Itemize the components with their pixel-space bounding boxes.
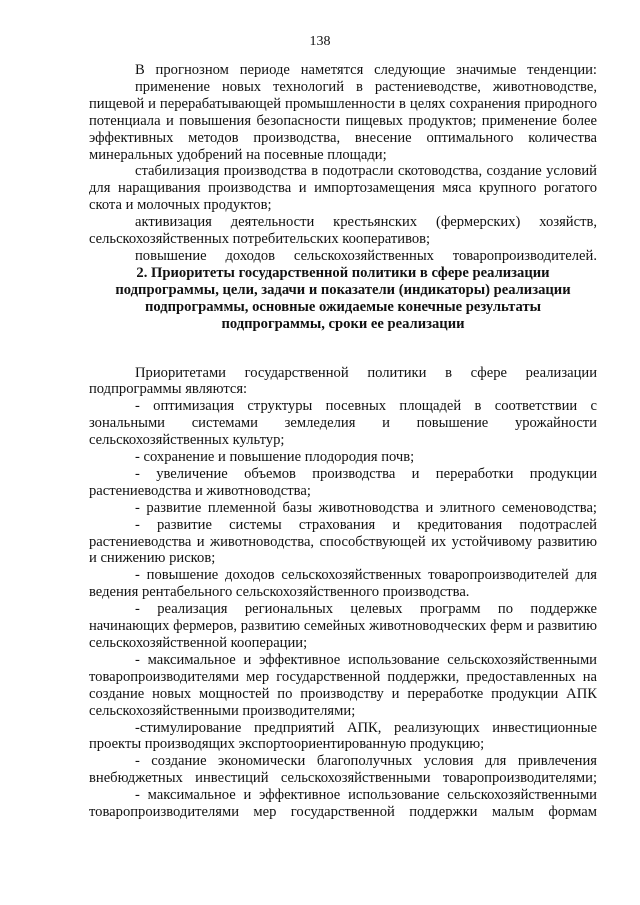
section-heading-line: 2. Приоритеты государственной политики в сфере реализации <box>136 264 550 281</box>
page-content <box>89 62 597 821</box>
paragraph: - создание экономически благополучных условия для привлечения внебюджетных инвестиций сельскохозяйственными товаропроизводителями; <box>89 753 597 787</box>
section-heading-line: подпрограммы, цели, задачи и показатели (индикаторы) реализации <box>115 281 571 298</box>
spacer <box>89 333 597 365</box>
paragraph: Приоритетами государственной политики в сфере реализации подпрограммы являются: <box>89 364 597 398</box>
paragraph: - сохранение и повышение плодородия почв; <box>135 449 415 466</box>
paragraph: В прогнозном периоде наметятся следующие значимые тенденции: <box>135 62 597 78</box>
paragraph: -стимулирование предприятий АПК, реализующих инвестиционные проекты производящих экспортоориентированную продукцию; <box>89 719 597 753</box>
paragraph: - оптимизация структуры посевных площадей в соответствии с зональными системами земледелия и повышение урожайности сельскохозяйственных культур; <box>89 398 597 449</box>
policy-priorities-section <box>89 365 597 821</box>
paragraph: стабилизация производства в подотрасли скотоводства, создание условий для наращивания производства и импортозамещения мяса крупного рогатого скота и молочных продуктов; <box>89 163 597 214</box>
section-heading <box>89 265 597 333</box>
paragraph: - развитие племенной базы животноводства и элитного семеноводства; <box>135 499 597 516</box>
paragraph: активизация деятельности крестьянских (фермерских) хозяйств, сельскохозяйственных потребительских кооперативов; <box>89 214 597 248</box>
section-heading-line: подпрограммы, основные ожидаемые конечные результаты <box>144 298 542 315</box>
paragraph: - максимальное и эффективное использование сельскохозяйственными товаропроизводителями мер государственной поддержки, предоставленных на создание новых мощностей по производству и переработке продукции АПК сельскохозяйственными производителями; <box>89 651 597 719</box>
paragraph: применение новых технологий в растениеводстве, животноводстве, пищевой и перерабатывающей промышленности в целях сохранения природного потенциала и повышения безопасности пищевых продуктов; применение более эффективных методов производства, внесение оптимального количества минеральных удобрений на посевные площади; <box>89 78 597 163</box>
paragraph: - максимальное и эффективное использование сельскохозяйственными товаропроизводителями мер государственной поддержки малым формам <box>89 787 597 821</box>
page-number: 138 <box>309 34 331 49</box>
section-heading-line: подпрограммы, сроки ее реализации <box>221 315 465 332</box>
paragraph: повышение доходов сельскохозяйственных товаропроизводителей. <box>135 247 597 264</box>
paragraph: - увеличение объемов производства и переработки продукции растениеводства и животноводства; <box>89 465 597 499</box>
paragraph: - повышение доходов сельскохозяйственных товаропроизводителей для ведения рентабельного сельскохозяйственного производства. <box>89 567 597 601</box>
forecast-trends-section <box>89 62 597 265</box>
paragraph: - развитие системы страхования и кредитования подотраслей растениеводства и животноводства, способствующей их устойчивому развитию и снижению рисков; <box>89 516 597 567</box>
paragraph: - реализация региональных целевых программ по поддержке начинающих фермеров, развитию семейных животноводческих ферм и развитию сельскохозяйственной кооперации; <box>89 601 597 651</box>
